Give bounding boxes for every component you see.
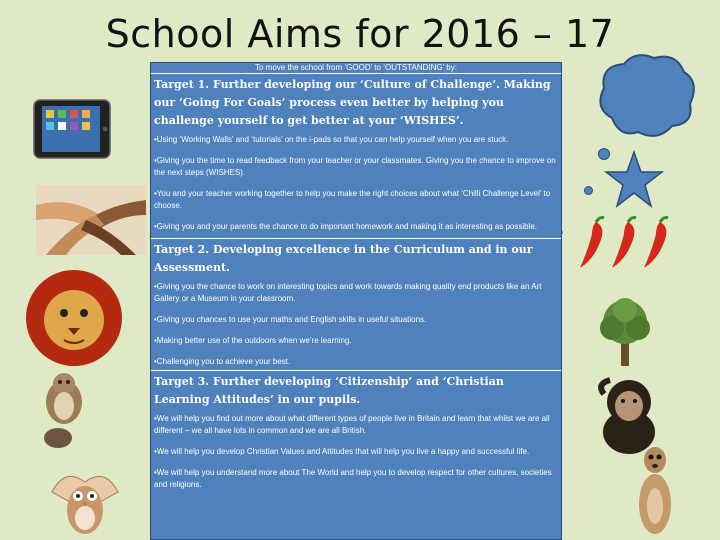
target-bullet: •Making better use of the outdoors when we’re learning. xyxy=(154,336,352,345)
target-bullet: •Giving you the time to read feedback from your teacher or your classmates. Giving you the chance to improve on the next steps (WISHES). xyxy=(154,156,556,177)
target-bullet: •Using ‘Working Walls’ and ‘tutorials’ on the i-pads so that you can help yourself when you are stuck. xyxy=(154,135,509,144)
meerkat-icon xyxy=(630,440,680,538)
target-bullet: •We will help you find out more about what different types of people live in Britain and learn that whilst we are all different – we all have lots in common and we are all British. xyxy=(154,414,550,435)
target-bullet: •Giving you and your parents the chance to do important homework and making it as interesting as possible. xyxy=(154,222,538,231)
star-icon xyxy=(604,150,664,208)
target-bullet: •We will help you understand more about The World and help you to develop respect for other cultures, societies and religions. xyxy=(154,468,552,489)
chilli-icon xyxy=(574,214,684,274)
target-bullet: •Giving you chances to use your maths and English skills in useful situations. xyxy=(154,315,427,324)
target-bullet: •Challenging you to achieve your best. xyxy=(154,357,291,366)
aims-panel xyxy=(150,62,562,540)
owl-icon xyxy=(50,462,120,537)
target-bullet: •Giving you the chance to work on interesting topics and work towards making quality end products like an Art Gallery or a Museum in your classroom. xyxy=(154,282,542,303)
tree-icon xyxy=(592,296,658,368)
target-2-section xyxy=(151,239,561,371)
cloud-dot-small xyxy=(584,186,593,195)
target-bullet: •We will help you develop Christian Values and Attitudes that will help you live a happy and successful life. xyxy=(154,447,530,456)
beaver-icon xyxy=(36,372,92,452)
target-heading: Target 3. Further developing ‘Citizenship’ and ‘Christian Learning Attitudes’ in our pupils. xyxy=(154,375,504,406)
panel-subtitle: To move the school from ‘GOOD’ to ‘OUTSTANDING’ by: xyxy=(151,63,561,74)
target-heading: Target 1. Further developing our ‘Culture of Challenge’. Making our ‘Going For Goals’ process even better by helping you challenge yourself to get better at your ‘WISHES’. xyxy=(154,78,551,127)
hands-icon xyxy=(36,185,146,255)
target-heading: Target 2. Developing excellence in the Curriculum and in our Assessment. xyxy=(154,243,533,274)
thought-cloud-icon xyxy=(592,48,702,148)
tablet-icon xyxy=(32,98,112,160)
lion-icon xyxy=(24,268,124,368)
page-title: School Aims for 2016 – 17 xyxy=(105,12,615,56)
target-1-section xyxy=(151,74,561,239)
target-3-section xyxy=(151,371,561,493)
target-bullet: •You and your teacher working together to help you make the right choices about what ‘Chilli Challenge Level’ to choose. xyxy=(154,189,551,210)
